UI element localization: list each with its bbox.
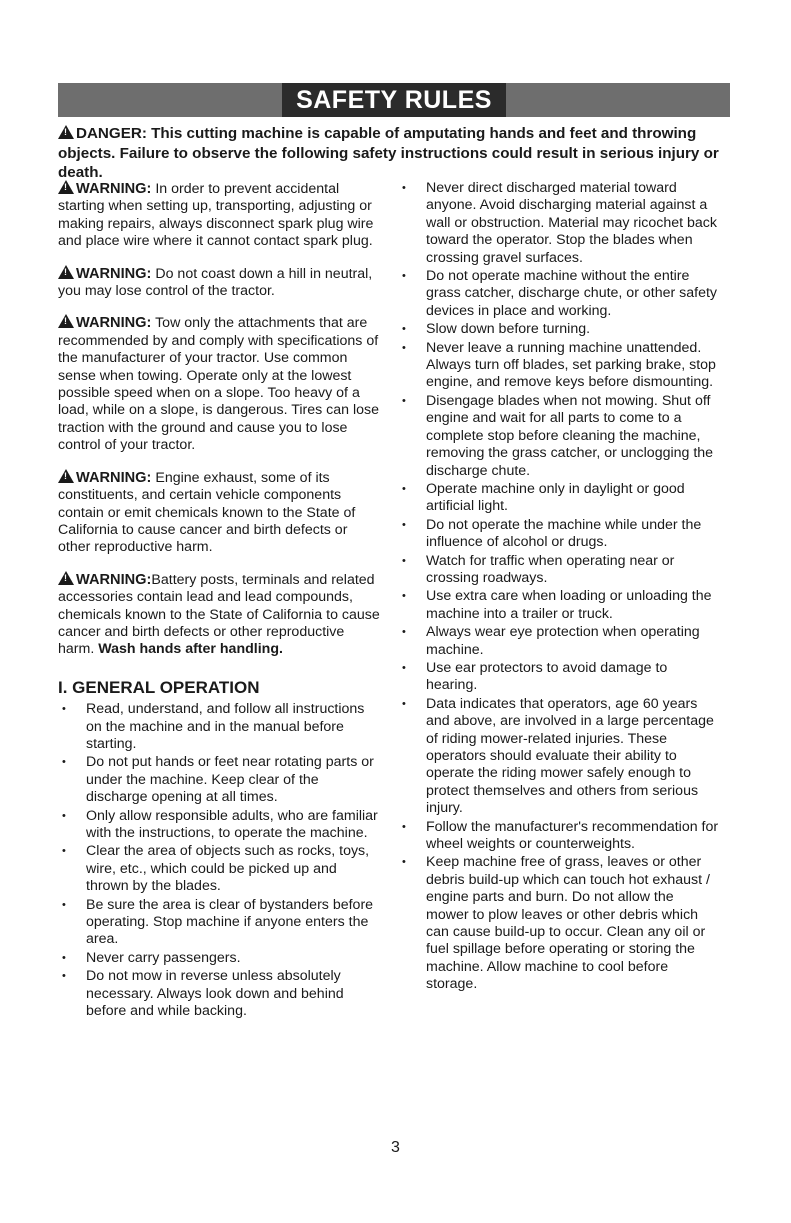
rules-list-right [398,180,720,994]
list-item: • Read, understand, and follow all instructions on the machine and in the manual before starting. [58,701,380,753]
warning-text: Engine exhaust, some of its constituents, and certain vehicle components contain or emit chemicals known to the State of California to cause cancer and birth defects or other reproductive harm. [58,469,356,556]
section-heading: I. GENERAL OPERATION [58,677,260,697]
list-item: • Do not operate the machine while under the influence of alcohol or drugs. [398,517,720,552]
warning-triangle-icon [58,314,74,328]
left-column [58,180,380,1021]
list-item: • Slow down before turning. [398,321,720,338]
warning-triangle-icon [58,125,74,139]
list-item: • Keep machine free of grass, leaves or other debris build-up which can touch hot exhaust / engine parts and burn. Do not allow the mower to plow leaves or other debris which can cause build-up to occur. Clean any oil or fuel spillage before operating or storing the machine. Allow machine to cool before storage. [398,854,720,993]
list-item: • Use extra care when loading or unloading the machine into a trailer or truck. [398,588,720,623]
list-item: • Do not mow in reverse unless absolutely necessary. Always look down and behind before and while backing. [58,968,380,1020]
warning-text: Tow only the attachments that are recommended by and comply with specifications of the manufacturer of your tractor. Use common sense when towing. Operate only at the lowest possible speed when on a slope. Too heavy of a load, while on a slope, is dangerous. Tires can lose traction with the ground and cause you to lose control of your tractor. [58,315,379,454]
warning-label: WARNING: [76,571,152,588]
list-item: • Do not operate machine without the entire grass catcher, discharge chute, or other safety devices in place and working. [398,268,720,320]
danger-text: This cutting machine is capable of amputating hands and feet and throwing objects. Failure to observe the following safety instructions could result in serious injury or death. [58,125,719,181]
rules-list-left [58,701,380,1020]
page-number: 3 [391,1139,400,1156]
warning-label: WARNING: [76,265,152,282]
list-item: • Clear the area of objects such as rocks, toys, wire, etc., which could be picked up and thrown by the blades. [58,843,380,895]
list-item: • Follow the manufacturer's recommendation for wheel weights or counterweights. [398,819,720,854]
warning-paragraph [58,265,380,301]
list-item: • Never direct discharged material toward anyone. Avoid discharging material against a wall or obstruction. Material may ricochet back toward the operator. Stop the blades when crossing gravel surfaces. [398,180,720,267]
list-item: • Always wear eye protection when operating machine. [398,624,720,659]
warning-emphasis: Wash hands after handling. [98,641,283,658]
warning-paragraph [58,180,380,251]
warning-label: WARNING: [76,181,152,197]
warning-label: WARNING: [76,469,152,486]
warning-text: Battery posts, terminals and related accessories contain lead and lead compounds, chemicals known to the State of California to cause cancer and birth defects or other reproductive harm. [58,571,380,658]
list-item: • Watch for traffic when operating near or crossing roadways. [398,553,720,588]
list-item: • Only allow responsible adults, who are familiar with the instructions, to operate the machine. [58,808,380,843]
danger-notice [58,124,738,183]
right-column [398,180,720,995]
warning-text: In order to prevent accidental starting when setting up, transporting, adjusting or making repairs, always disconnect spark plug wire and place wire where it cannot contact spark plug. [58,181,374,250]
danger-label: DANGER: [76,125,147,142]
list-item: • Operate machine only in daylight or good artificial light. [398,481,720,516]
warning-text: Do not coast down a hill in neutral, you may lose control of the tractor. [58,265,373,300]
warning-triangle-icon [58,571,74,585]
list-item: • Never leave a running machine unattended. Always turn off blades, set parking brake, stop engine, and remove keys before dismounting. [398,340,720,392]
warning-paragraph [58,571,380,659]
list-item: • Do not put hands or feet near rotating parts or under the machine. Keep clear of the discharge opening at all times. [58,754,380,806]
list-item: • Never carry passengers. [58,950,380,967]
warning-triangle-icon [58,180,74,194]
banner-title: SAFETY RULES [282,83,506,117]
list-item: • Data indicates that operators, age 60 years and above, are involved in a large percentage of riding mower-related injuries. These operators should evaluate their ability to operate the riding mower safely enough to protect themselves and others from serious injury. [398,696,720,818]
list-item: • Use ear protectors to avoid damage to hearing. [398,660,720,695]
warning-triangle-icon [58,265,74,279]
warning-label: WARNING: [76,315,152,332]
warning-paragraph [58,469,380,557]
warning-triangle-icon [58,469,74,483]
list-item: • Be sure the area is clear of bystanders before operating. Stop machine if anyone enters the area. [58,897,380,949]
warning-paragraph [58,314,380,454]
list-item: • Disengage blades when not mowing. Shut off engine and wait for all parts to come to a complete stop before cleaning the machine, removing the grass catcher, or unclogging the discharge chute. [398,393,720,480]
section-banner [58,83,730,117]
